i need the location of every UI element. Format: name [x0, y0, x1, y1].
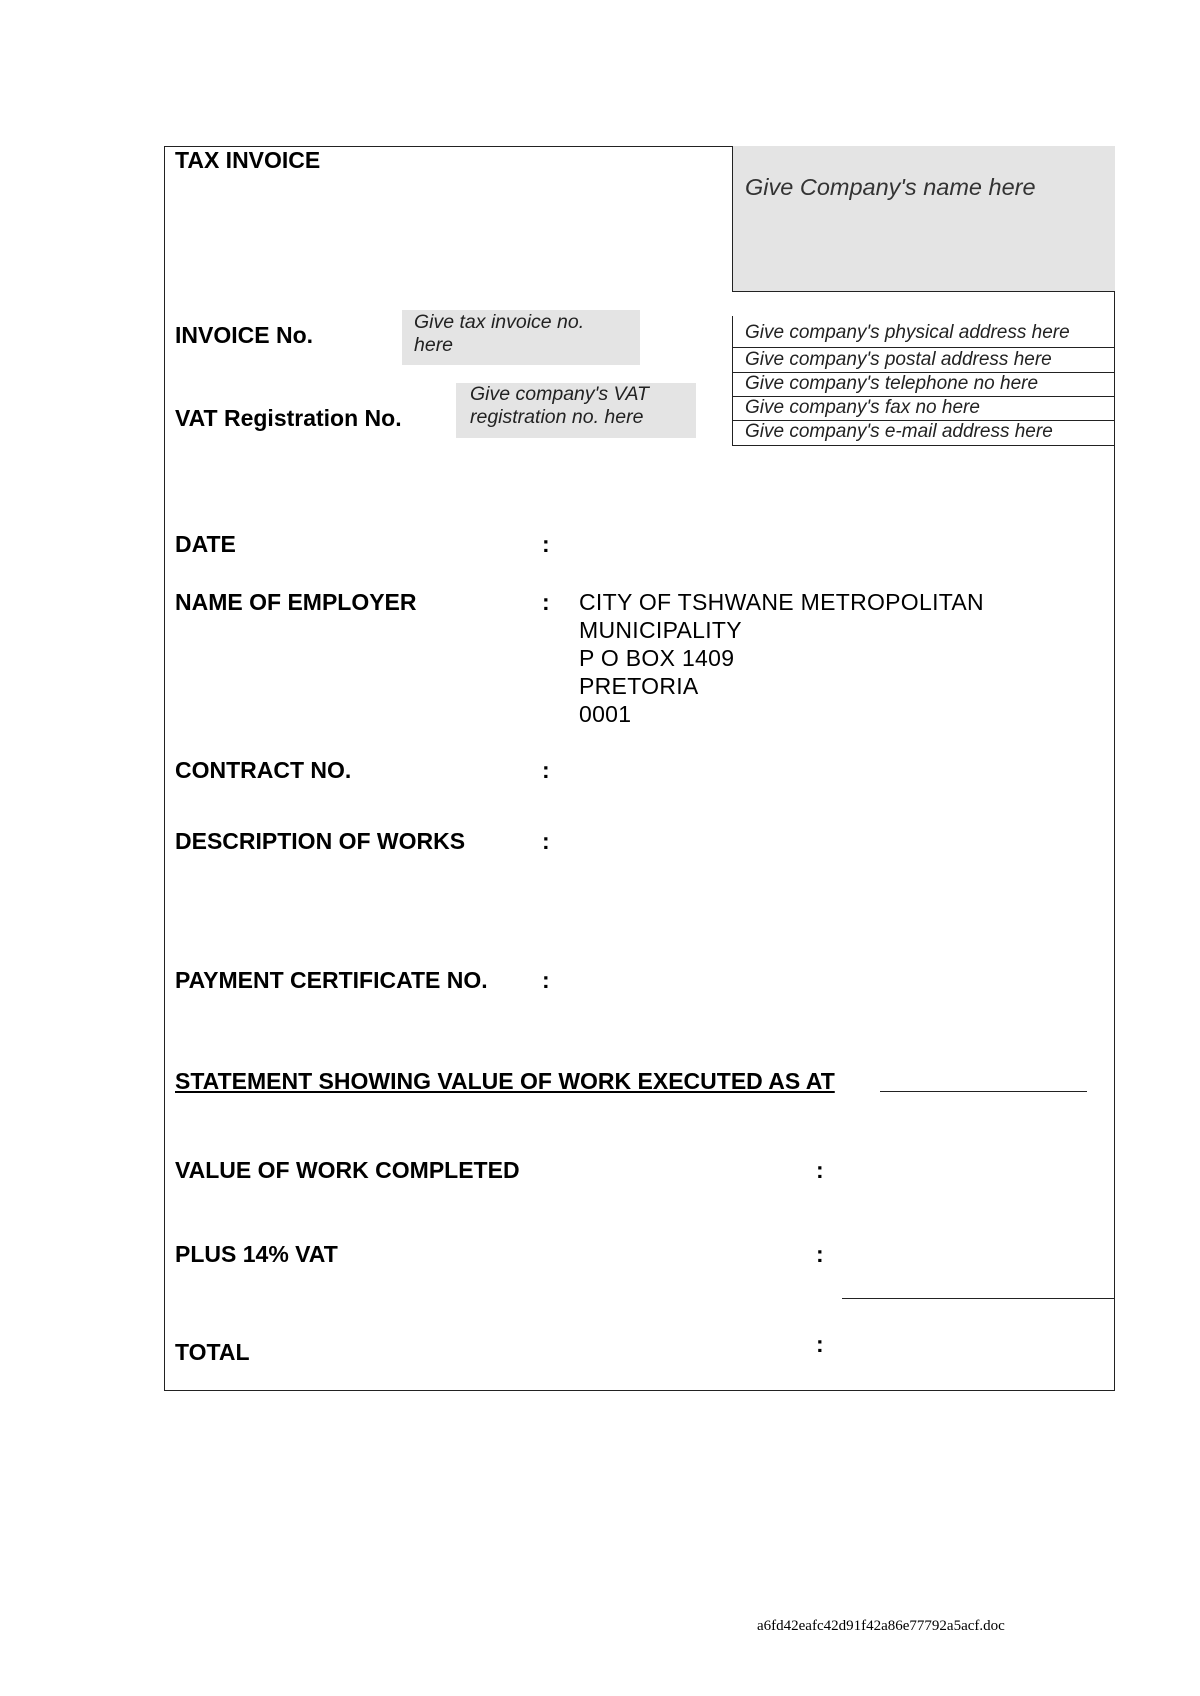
- value-of-work-label: VALUE OF WORK COMPLETED: [175, 1157, 520, 1183]
- invoice-no-placeholder-line1: Give tax invoice no.: [414, 311, 585, 333]
- plus-vat-label: PLUS 14% VAT: [175, 1241, 338, 1267]
- vat-placeholder-line1: Give company's VAT: [470, 383, 649, 405]
- invoice-no-field[interactable]: [402, 310, 640, 365]
- vat-registration-label: VAT Registration No.: [175, 405, 402, 431]
- payment-certificate-colon: :: [542, 967, 550, 993]
- company-email-text: Give company's e-mail address here: [745, 421, 1053, 442]
- employer-colon: :: [542, 589, 550, 615]
- company-fax[interactable]: [732, 397, 1115, 421]
- total-colon: :: [816, 1331, 824, 1357]
- plus-vat-colon: :: [816, 1241, 824, 1267]
- description-colon: :: [542, 828, 550, 854]
- value-of-work-colon: :: [816, 1157, 824, 1183]
- company-email[interactable]: [732, 421, 1115, 446]
- employer-address: [579, 588, 984, 728]
- total-label: TOTAL: [175, 1339, 250, 1365]
- employer-line: CITY OF TSHWANE METROPOLITAN: [579, 589, 984, 615]
- company-physical-address-text: Give company's physical address here: [745, 322, 1070, 343]
- payment-certificate-label: PAYMENT CERTIFICATE NO.: [175, 967, 488, 993]
- employer-line: MUNICIPALITY: [579, 617, 742, 643]
- file-reference: a6fd42eafc42d91f42a86e77792a5acf.doc: [757, 1618, 1005, 1634]
- company-telephone-text: Give company's telephone no here: [745, 373, 1039, 394]
- employer-line: 0001: [579, 701, 632, 727]
- company-name-box[interactable]: [732, 146, 1115, 292]
- subtotal-line: [842, 1298, 1115, 1299]
- vat-registration-field[interactable]: [456, 383, 696, 438]
- date-colon: :: [542, 531, 550, 557]
- date-label: DATE: [175, 531, 236, 557]
- statement-heading: STATEMENT SHOWING VALUE OF WORK EXECUTED AS AT: [175, 1068, 835, 1094]
- company-name-placeholder: Give Company's name here: [745, 174, 1036, 200]
- employer-line: PRETORIA: [579, 673, 699, 699]
- contract-no-label: CONTRACT NO.: [175, 757, 352, 783]
- employer-line: P O BOX 1409: [579, 645, 735, 671]
- statement-date-line: [880, 1091, 1087, 1092]
- company-postal-address[interactable]: [732, 348, 1115, 373]
- contract-no-colon: :: [542, 757, 550, 783]
- company-postal-address-text: Give company's postal address here: [745, 349, 1052, 370]
- invoice-no-placeholder-line2: here: [414, 334, 454, 356]
- employer-label: NAME OF EMPLOYER: [175, 589, 417, 615]
- description-label: DESCRIPTION OF WORKS: [175, 828, 466, 854]
- company-physical-address[interactable]: [732, 316, 1115, 348]
- document-title: TAX INVOICE: [175, 147, 321, 173]
- company-fax-text: Give company's fax no here: [745, 397, 980, 418]
- invoice-no-label: INVOICE No.: [175, 322, 314, 348]
- vat-placeholder-line2: registration no. here: [470, 406, 644, 428]
- company-telephone[interactable]: [732, 373, 1115, 397]
